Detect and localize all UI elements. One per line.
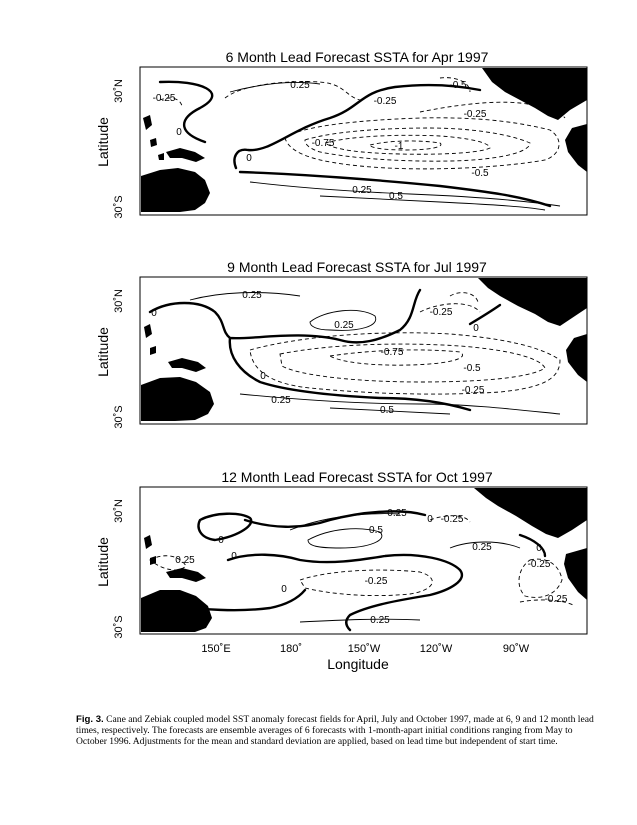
panel-1-contour-label: -0.5 — [449, 80, 467, 91]
panel-1-contour-label: -1 — [394, 141, 404, 152]
panel-1-contour-label: 0 — [176, 127, 182, 138]
panel-3-contour-label: 0.25 — [472, 542, 492, 553]
panel-2-contour-neg-wide — [250, 333, 560, 394]
panel-3-contour-label: -0.25 — [364, 576, 388, 587]
caption-label: Fig. 3. — [76, 714, 104, 725]
panel-2-zero-contour-south — [230, 338, 470, 410]
panel-3-contour-label: 0 — [231, 551, 237, 562]
panel-2-land-new-guinea — [168, 358, 206, 372]
panel-2-y-axis-label: Latitude — [95, 327, 111, 377]
panel-1-contour-label: -0.25 — [373, 96, 397, 107]
panel-2-contour-label: 0.25 — [271, 395, 291, 406]
panel-1-contour-pos-25-south — [250, 182, 560, 206]
panel-2-contour-label: 0 — [260, 371, 266, 382]
panel-1-contour-label: 0 — [246, 153, 252, 164]
panel-3-contour-pos-25-south — [300, 619, 420, 622]
panel-2-contour-label: 0 — [473, 323, 479, 334]
panel-2-land-islands — [144, 324, 156, 355]
panel-3-contour-label: 0.5 — [369, 525, 383, 536]
panel-2-contour-label: -0.5 — [463, 363, 481, 374]
x-tick-label: 90˚W — [502, 643, 530, 655]
panel-1-y-axis-label: Latitude — [95, 117, 111, 167]
panel-3-contour-label: 0 — [427, 514, 433, 525]
panel-2-contour-label: -0.25 — [461, 385, 485, 396]
figure-caption — [76, 714, 596, 748]
panel-3-y-tick-north: 30˚N — [113, 499, 125, 523]
panel-3-zero-contour-mid — [228, 555, 462, 630]
panel-1-y-tick-south: 30˚S — [113, 195, 125, 219]
panel-1-y-tick-north: 30˚N — [113, 79, 125, 103]
panel-1-contour-label: 0.25 — [352, 185, 372, 196]
x-tick-label: 180˚ — [279, 643, 303, 655]
panel-3-y-axis-label: Latitude — [95, 537, 111, 587]
panel-3-land-central-america — [474, 488, 587, 538]
panel-3-contour-label: -0.25 — [440, 514, 464, 525]
panel-1-zero-contour-north — [160, 82, 212, 142]
panel-3-land-australia — [141, 590, 212, 632]
panel-1-zero-contour-tongue — [235, 85, 481, 168]
x-axis — [201, 643, 529, 672]
panel-2-contour-neg-ne — [450, 293, 478, 302]
caption-text: Cane and Zebiak coupled model SST anomaly forecast fields for April, July and October 1997, made at 6, 9 and 12 month lead times, respectively. The forecasts are ensemble averages of 6 forecasts with 1-month-apart initial conditions ranging from May to October 1996. Adjustments for the mean and standard deviation are applied, based on lead time but independent of start time. — [76, 714, 594, 748]
x-tick-label: 120˚W — [419, 643, 453, 655]
panel-1-contour-label: -0.25 — [152, 93, 176, 104]
panel-3-contour-label: 0.25 — [370, 615, 390, 626]
panel-3-contour-label: 0 — [536, 543, 542, 554]
panel-1-land-islands — [143, 115, 164, 160]
panel-3-zero-contour-west-loop — [199, 514, 252, 540]
panel-2-y-tick-south: 30˚S — [113, 405, 125, 429]
panel-2-land-australia — [141, 377, 214, 421]
panel-3-contour-pos-25-north — [290, 514, 400, 530]
panel-1-contour-neg-50 — [305, 128, 530, 161]
panel-1-land-south-america — [565, 124, 587, 172]
panel-2-zero-contour-west — [150, 290, 420, 342]
panel-3-title: 12 Month Lead Forecast SSTA for Oct 1997 — [221, 469, 493, 485]
panel-1-contour-neg-75 — [325, 135, 490, 154]
x-tick-label: 150˚W — [347, 643, 381, 655]
panel-1 — [95, 49, 587, 219]
panel-1-contour-neg-100 — [370, 141, 441, 150]
panel-2-land-central-america — [478, 278, 587, 326]
panel-2-contour-label: 0.25 — [334, 320, 354, 331]
panel-2-land-south-america — [566, 334, 587, 382]
x-tick-label: 150˚E — [201, 643, 231, 655]
panel-1-land-new-guinea — [166, 148, 205, 162]
panel-1-contour-label: -0.25 — [463, 109, 487, 120]
panel-1-title: 6 Month Lead Forecast SSTA for Apr 1997 — [225, 49, 489, 65]
panel-2-contour-label: 0.25 — [242, 290, 262, 301]
panel-3-contour-label: 0 — [281, 584, 287, 595]
panel-3-contour-label: -0.25 — [544, 594, 568, 605]
panel-3-contour-label: 0 — [218, 535, 224, 546]
panel-3-contour-label: 0.25 — [387, 508, 407, 519]
panel-2-title: 9 Month Lead Forecast SSTA for Jul 1997 — [227, 259, 487, 275]
panel-1-contour-label: -0.5 — [471, 168, 489, 179]
panel-3 — [95, 469, 587, 639]
panel-1-contour-label: 0.25 — [290, 80, 310, 91]
panel-3-land-south-america — [564, 548, 587, 600]
panel-3-land-new-guinea — [166, 568, 206, 582]
panel-1-land-central-america — [482, 68, 587, 120]
panel-1-contour-label: 0.5 — [389, 191, 403, 202]
panel-3-y-tick-south: 30˚S — [113, 615, 125, 639]
panel-2 — [95, 259, 587, 429]
x-axis-label: Longitude — [327, 656, 389, 672]
panel-2-contour-label: -0.75 — [380, 347, 404, 358]
panel-2-y-tick-north: 30˚N — [113, 289, 125, 313]
panel-2-contour-neg-50 — [280, 344, 545, 382]
panel-1-contour-label: -0.75 — [311, 138, 335, 149]
panel-2-contour-label: 0.5 — [380, 405, 394, 416]
panel-2-contour-label: 0 — [151, 308, 157, 319]
panel-1-contour-pos-50-south — [320, 196, 545, 210]
panel-1-land-australia — [141, 168, 210, 212]
panel-2-contour-label: -0.25 — [429, 307, 453, 318]
panel-3-contour-label: 0.25 — [175, 555, 195, 566]
panel-3-contour-label: -0.25 — [527, 559, 551, 570]
